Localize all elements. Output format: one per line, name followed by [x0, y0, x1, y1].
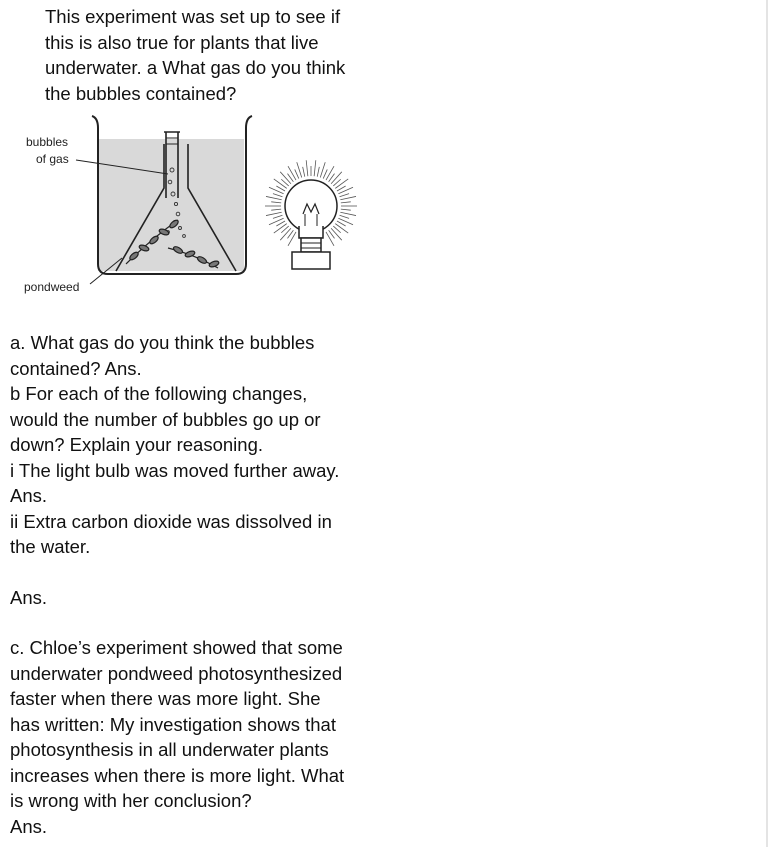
- light-ray: [306, 160, 308, 176]
- light-ray: [338, 187, 353, 194]
- intro-line: underwater. a What gas do you think: [45, 57, 346, 78]
- light-ray: [314, 160, 316, 176]
- light-ray: [280, 228, 291, 240]
- answer-c: Ans.: [10, 815, 48, 837]
- light-ray: [273, 194, 283, 197]
- light-ray: [317, 167, 319, 177]
- light-ray: [335, 224, 348, 233]
- question-c-line: faster when there was more light. She: [10, 688, 321, 709]
- questions: [10, 330, 390, 839]
- intro-paragraph: [45, 4, 375, 106]
- light-ray: [303, 167, 305, 177]
- question-bii-line: the water.: [10, 536, 91, 557]
- light-ray: [273, 215, 283, 218]
- question-c-line: photosynthesis in all underwater plants: [10, 739, 329, 760]
- answer-bii: Ans.: [10, 586, 48, 608]
- experiment-diagram: [18, 108, 378, 308]
- question-c-line: is wrong with her conclusion?: [10, 790, 252, 811]
- light-ray: [340, 215, 350, 218]
- question-c-line: has written: My investigation shows that: [10, 713, 336, 735]
- light-ray: [326, 166, 334, 180]
- light-ray: [295, 169, 299, 178]
- intro-line: this is also true for plants that live: [45, 31, 319, 53]
- light-bulb-icon: [265, 160, 357, 269]
- light-ray: [269, 218, 284, 225]
- light-ray: [326, 232, 334, 246]
- light-ray: [271, 202, 281, 203]
- question-b-line: down? Explain your reasoning.: [10, 434, 263, 455]
- question-bii-line: ii Extra carbon dioxide was dissolved in: [10, 510, 332, 532]
- light-ray: [276, 221, 285, 226]
- label-bubbles: bubbles: [26, 135, 69, 149]
- light-ray: [341, 202, 351, 203]
- light-ray: [269, 187, 284, 194]
- light-ray: [266, 196, 282, 199]
- light-ray: [341, 209, 351, 210]
- light-ray: [323, 169, 327, 178]
- question-bi-line: i The light bulb was moved further away.: [10, 459, 340, 481]
- light-ray: [274, 179, 287, 188]
- light-ray: [288, 232, 296, 246]
- light-ray: [340, 212, 356, 215]
- water: [98, 139, 244, 271]
- light-ray: [335, 179, 348, 188]
- label-pondweed: pondweed: [24, 280, 80, 294]
- question-c-line: underwater pondweed photosynthesized: [10, 662, 343, 684]
- light-ray: [331, 228, 342, 240]
- light-ray: [331, 172, 342, 184]
- light-ray: [288, 166, 296, 180]
- light-ray: [280, 172, 291, 184]
- question-a-line: contained? Ans.: [10, 357, 142, 379]
- light-ray: [340, 196, 356, 199]
- light-ray: [338, 218, 353, 225]
- intro-line: This experiment was set up to see if: [45, 6, 341, 27]
- page-edge: [766, 0, 768, 847]
- label-of-gas: of gas: [36, 152, 69, 166]
- light-ray: [274, 224, 287, 233]
- light-ray: [337, 186, 346, 191]
- light-ray: [271, 209, 281, 210]
- light-ray: [337, 221, 346, 226]
- question-b-line: would the number of bubbles go up or: [10, 408, 321, 430]
- light-ray: [340, 194, 350, 197]
- question-a-line: a. What gas do you think the bubbles: [10, 332, 315, 353]
- answer-bi: Ans.: [10, 485, 48, 506]
- question-c-line: increases when there is more light. What: [10, 764, 345, 786]
- question-c-line: c. Chloe’s experiment showed that some: [10, 637, 343, 658]
- intro-line: the bubbles contained?: [45, 82, 237, 104]
- light-ray: [276, 186, 285, 191]
- question-b-line: b For each of the following changes,: [10, 383, 308, 404]
- light-ray: [266, 212, 282, 215]
